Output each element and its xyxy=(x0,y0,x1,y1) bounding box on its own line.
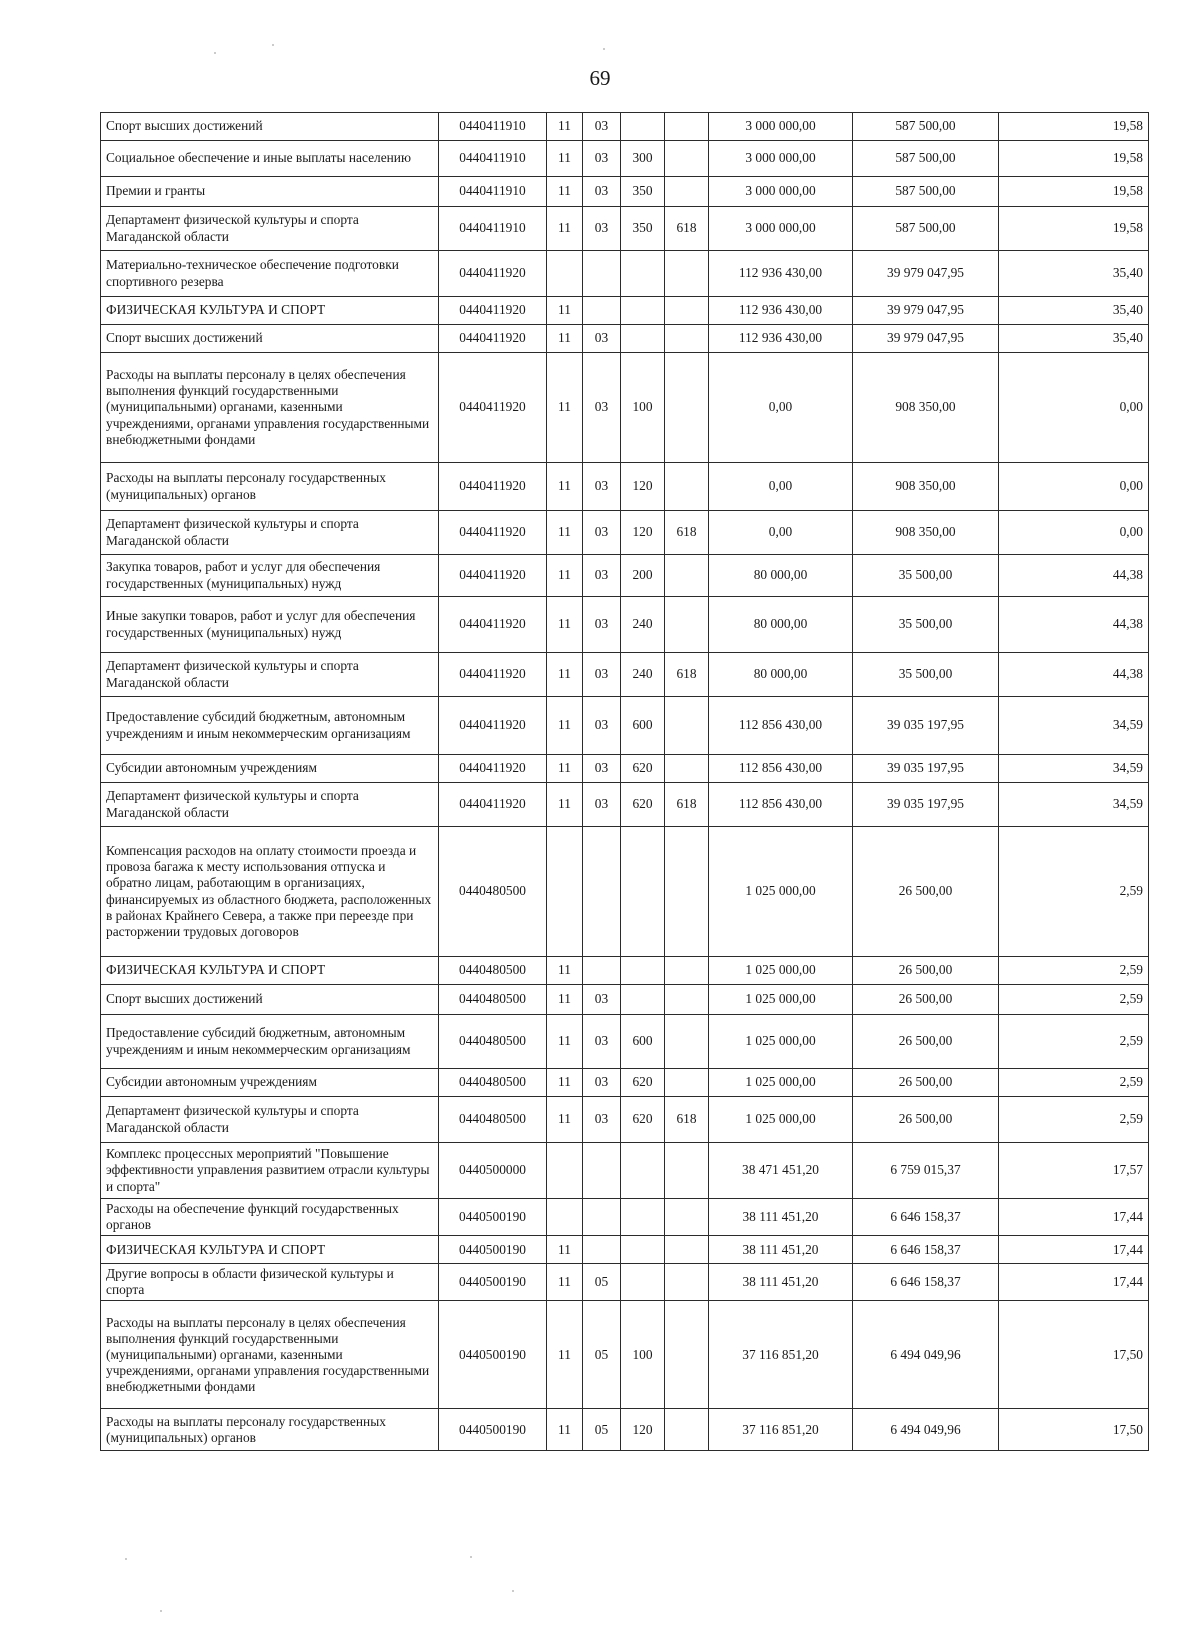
table-row xyxy=(101,555,1149,597)
subsection-code xyxy=(583,1199,621,1236)
expense-type-code: 620 xyxy=(621,1097,665,1143)
table-row xyxy=(101,1069,1149,1097)
expense-type-code: 120 xyxy=(621,1409,665,1451)
table-row xyxy=(101,1236,1149,1264)
department-code xyxy=(665,1409,709,1451)
planned-amount: 112 856 430,00 xyxy=(709,697,853,755)
department-code xyxy=(665,353,709,463)
expense-type-code xyxy=(621,113,665,141)
planned-amount: 38 111 451,20 xyxy=(709,1199,853,1236)
item-name: Предоставление субсидий бюджетным, автономным учреждениям и иным некоммерческим организациям xyxy=(101,1015,439,1069)
section-code: 11 xyxy=(547,113,583,141)
planned-amount: 1 025 000,00 xyxy=(709,1015,853,1069)
subsection-code: 03 xyxy=(583,325,621,353)
target-article-code: 0440411920 xyxy=(439,555,547,597)
expense-type-code: 240 xyxy=(621,653,665,697)
execution-percent: 44,38 xyxy=(999,555,1149,597)
target-article-code: 0440500190 xyxy=(439,1264,547,1301)
subsection-code: 05 xyxy=(583,1301,621,1409)
expense-type-code xyxy=(621,957,665,985)
subsection-code: 03 xyxy=(583,755,621,783)
execution-percent: 0,00 xyxy=(999,511,1149,555)
planned-amount: 1 025 000,00 xyxy=(709,1069,853,1097)
actual-amount: 6 759 015,37 xyxy=(853,1143,999,1199)
department-code xyxy=(665,1301,709,1409)
expense-type-code: 200 xyxy=(621,555,665,597)
section-code: 11 xyxy=(547,985,583,1015)
actual-amount: 6 494 049,96 xyxy=(853,1301,999,1409)
table-row xyxy=(101,783,1149,827)
subsection-code: 03 xyxy=(583,207,621,251)
item-name: ФИЗИЧЕСКАЯ КУЛЬТУРА И СПОРТ xyxy=(101,957,439,985)
page-number: 69 xyxy=(589,66,611,90)
execution-percent: 2,59 xyxy=(999,1097,1149,1143)
expense-type-code: 620 xyxy=(621,783,665,827)
target-article-code: 0440411920 xyxy=(439,463,547,511)
table-row xyxy=(101,1143,1149,1199)
expense-type-code xyxy=(621,325,665,353)
target-article-code: 0440411920 xyxy=(439,251,547,297)
table-row xyxy=(101,141,1149,177)
subsection-code: 03 xyxy=(583,1069,621,1097)
table-row xyxy=(101,1097,1149,1143)
item-name: Расходы на выплаты персоналу в целях обеспечения выполнения функций государственными (муниципальными) органами, казенными учреждениями, органами управления государственными внебюджетными фондами xyxy=(101,353,439,463)
execution-percent: 2,59 xyxy=(999,827,1149,957)
department-code xyxy=(665,325,709,353)
execution-percent: 19,58 xyxy=(999,141,1149,177)
planned-amount: 112 856 430,00 xyxy=(709,783,853,827)
planned-amount: 80 000,00 xyxy=(709,555,853,597)
target-article-code: 0440480500 xyxy=(439,985,547,1015)
subsection-code xyxy=(583,827,621,957)
planned-amount: 1 025 000,00 xyxy=(709,957,853,985)
section-code: 11 xyxy=(547,141,583,177)
item-name: Спорт высших достижений xyxy=(101,113,439,141)
section-code: 11 xyxy=(547,463,583,511)
actual-amount: 6 646 158,37 xyxy=(853,1236,999,1264)
execution-percent: 2,59 xyxy=(999,1069,1149,1097)
subsection-code: 03 xyxy=(583,463,621,511)
item-name: Департамент физической культуры и спорта Магаданской области xyxy=(101,653,439,697)
planned-amount: 38 111 451,20 xyxy=(709,1264,853,1301)
section-code xyxy=(547,1143,583,1199)
subsection-code: 03 xyxy=(583,113,621,141)
planned-amount: 80 000,00 xyxy=(709,597,853,653)
subsection-code xyxy=(583,957,621,985)
target-article-code: 0440411920 xyxy=(439,653,547,697)
planned-amount: 0,00 xyxy=(709,463,853,511)
section-code: 11 xyxy=(547,653,583,697)
expense-type-code xyxy=(621,1236,665,1264)
actual-amount: 908 350,00 xyxy=(853,353,999,463)
scan-speck xyxy=(603,48,605,50)
planned-amount: 112 936 430,00 xyxy=(709,297,853,325)
section-code: 11 xyxy=(547,325,583,353)
planned-amount: 38 111 451,20 xyxy=(709,1236,853,1264)
subsection-code: 03 xyxy=(583,597,621,653)
scan-speck xyxy=(272,44,274,46)
actual-amount: 908 350,00 xyxy=(853,511,999,555)
department-code xyxy=(665,755,709,783)
subsection-code: 03 xyxy=(583,353,621,463)
table-row xyxy=(101,1015,1149,1069)
subsection-code: 03 xyxy=(583,697,621,755)
execution-percent: 2,59 xyxy=(999,1015,1149,1069)
subsection-code: 03 xyxy=(583,985,621,1015)
planned-amount: 3 000 000,00 xyxy=(709,207,853,251)
item-name: Комплекс процессных мероприятий "Повышение эффективности управления развитием отрасли культуры и спорта" xyxy=(101,1143,439,1199)
execution-percent: 2,59 xyxy=(999,985,1149,1015)
table-row xyxy=(101,207,1149,251)
table-row xyxy=(101,697,1149,755)
execution-percent: 44,38 xyxy=(999,597,1149,653)
expense-type-code: 620 xyxy=(621,1069,665,1097)
execution-percent: 17,44 xyxy=(999,1264,1149,1301)
subsection-code xyxy=(583,297,621,325)
actual-amount: 587 500,00 xyxy=(853,141,999,177)
table-row xyxy=(101,653,1149,697)
item-name: Премии и гранты xyxy=(101,177,439,207)
actual-amount: 35 500,00 xyxy=(853,555,999,597)
department-code xyxy=(665,597,709,653)
target-article-code: 0440480500 xyxy=(439,957,547,985)
planned-amount: 112 936 430,00 xyxy=(709,325,853,353)
section-code: 11 xyxy=(547,597,583,653)
department-code xyxy=(665,463,709,511)
execution-percent: 35,40 xyxy=(999,251,1149,297)
execution-percent: 44,38 xyxy=(999,653,1149,697)
section-code xyxy=(547,251,583,297)
expense-type-code: 120 xyxy=(621,511,665,555)
execution-percent: 34,59 xyxy=(999,755,1149,783)
table-row xyxy=(101,1301,1149,1409)
table-row xyxy=(101,251,1149,297)
item-name: Материально-техническое обеспечение подготовки спортивного резерва xyxy=(101,251,439,297)
actual-amount: 35 500,00 xyxy=(853,653,999,697)
target-article-code: 0440480500 xyxy=(439,827,547,957)
department-code: 618 xyxy=(665,1097,709,1143)
department-code xyxy=(665,1236,709,1264)
section-code: 11 xyxy=(547,207,583,251)
target-article-code: 0440480500 xyxy=(439,1015,547,1069)
department-code xyxy=(665,957,709,985)
department-code xyxy=(665,827,709,957)
table-row xyxy=(101,1199,1149,1236)
expense-type-code: 600 xyxy=(621,1015,665,1069)
section-code: 11 xyxy=(547,1069,583,1097)
item-name: Департамент физической культуры и спорта Магаданской области xyxy=(101,207,439,251)
subsection-code xyxy=(583,1143,621,1199)
item-name: Субсидии автономным учреждениям xyxy=(101,1069,439,1097)
department-code: 618 xyxy=(665,653,709,697)
item-name: Социальное обеспечение и иные выплаты населению xyxy=(101,141,439,177)
section-code: 11 xyxy=(547,511,583,555)
planned-amount: 112 936 430,00 xyxy=(709,251,853,297)
planned-amount: 3 000 000,00 xyxy=(709,141,853,177)
actual-amount: 908 350,00 xyxy=(853,463,999,511)
actual-amount: 6 646 158,37 xyxy=(853,1264,999,1301)
item-name: Закупка товаров, работ и услуг для обеспечения государственных (муниципальных) нужд xyxy=(101,555,439,597)
department-code xyxy=(665,985,709,1015)
table-row xyxy=(101,755,1149,783)
section-code: 11 xyxy=(547,1236,583,1264)
target-article-code: 0440411920 xyxy=(439,297,547,325)
actual-amount: 39 979 047,95 xyxy=(853,325,999,353)
expense-type-code: 100 xyxy=(621,353,665,463)
section-code: 11 xyxy=(547,697,583,755)
department-code xyxy=(665,251,709,297)
target-article-code: 0440500190 xyxy=(439,1199,547,1236)
item-name: Компенсация расходов на оплату стоимости проезда и провоза багажа к месту использования отпуска и обратно лицам, работающим в организациях, финансируемых из областного бюджета, расположенных в районах Крайнего Севера, а также при переезде при расторжении трудовых договоров xyxy=(101,827,439,957)
expense-type-code: 350 xyxy=(621,177,665,207)
expense-type-code: 100 xyxy=(621,1301,665,1409)
target-article-code: 0440480500 xyxy=(439,1097,547,1143)
execution-percent: 19,58 xyxy=(999,177,1149,207)
item-name: Департамент физической культуры и спорта Магаданской области xyxy=(101,783,439,827)
target-article-code: 0440411920 xyxy=(439,325,547,353)
execution-percent: 17,50 xyxy=(999,1301,1149,1409)
target-article-code: 0440411910 xyxy=(439,177,547,207)
department-code xyxy=(665,177,709,207)
department-code xyxy=(665,141,709,177)
actual-amount: 26 500,00 xyxy=(853,827,999,957)
target-article-code: 0440500190 xyxy=(439,1409,547,1451)
planned-amount: 0,00 xyxy=(709,353,853,463)
actual-amount: 26 500,00 xyxy=(853,1069,999,1097)
department-code xyxy=(665,1199,709,1236)
table-row xyxy=(101,985,1149,1015)
section-code: 11 xyxy=(547,177,583,207)
target-article-code: 0440411910 xyxy=(439,113,547,141)
department-code: 618 xyxy=(665,511,709,555)
section-code xyxy=(547,1199,583,1236)
target-article-code: 0440411920 xyxy=(439,353,547,463)
actual-amount: 39 979 047,95 xyxy=(853,251,999,297)
actual-amount: 35 500,00 xyxy=(853,597,999,653)
section-code: 11 xyxy=(547,297,583,325)
planned-amount: 3 000 000,00 xyxy=(709,177,853,207)
table-row xyxy=(101,113,1149,141)
actual-amount: 26 500,00 xyxy=(853,957,999,985)
section-code: 11 xyxy=(547,1097,583,1143)
target-article-code: 0440500190 xyxy=(439,1236,547,1264)
actual-amount: 6 494 049,96 xyxy=(853,1409,999,1451)
scan-speck xyxy=(512,1590,514,1592)
subsection-code: 03 xyxy=(583,1097,621,1143)
execution-percent: 17,50 xyxy=(999,1409,1149,1451)
actual-amount: 39 979 047,95 xyxy=(853,297,999,325)
target-article-code: 0440500000 xyxy=(439,1143,547,1199)
actual-amount: 39 035 197,95 xyxy=(853,755,999,783)
execution-percent: 19,58 xyxy=(999,113,1149,141)
execution-percent: 19,58 xyxy=(999,207,1149,251)
section-code: 11 xyxy=(547,755,583,783)
execution-percent: 35,40 xyxy=(999,297,1149,325)
section-code: 11 xyxy=(547,783,583,827)
item-name: ФИЗИЧЕСКАЯ КУЛЬТУРА И СПОРТ xyxy=(101,297,439,325)
table-row xyxy=(101,297,1149,325)
subsection-code: 03 xyxy=(583,783,621,827)
planned-amount: 1 025 000,00 xyxy=(709,827,853,957)
target-article-code: 0440411910 xyxy=(439,207,547,251)
expense-type-code xyxy=(621,297,665,325)
item-name: Спорт высших достижений xyxy=(101,985,439,1015)
actual-amount: 6 646 158,37 xyxy=(853,1199,999,1236)
table-row xyxy=(101,463,1149,511)
target-article-code: 0440411910 xyxy=(439,141,547,177)
table-row xyxy=(101,1409,1149,1451)
budget-table xyxy=(100,112,1149,1451)
expense-type-code: 350 xyxy=(621,207,665,251)
target-article-code: 0440411920 xyxy=(439,697,547,755)
target-article-code: 0440411920 xyxy=(439,597,547,653)
actual-amount: 26 500,00 xyxy=(853,985,999,1015)
actual-amount: 587 500,00 xyxy=(853,207,999,251)
section-code: 11 xyxy=(547,555,583,597)
section-code: 11 xyxy=(547,1301,583,1409)
expense-type-code: 620 xyxy=(621,755,665,783)
table-row xyxy=(101,353,1149,463)
item-name: ФИЗИЧЕСКАЯ КУЛЬТУРА И СПОРТ xyxy=(101,1236,439,1264)
section-code xyxy=(547,827,583,957)
execution-percent: 17,57 xyxy=(999,1143,1149,1199)
actual-amount: 39 035 197,95 xyxy=(853,783,999,827)
planned-amount: 1 025 000,00 xyxy=(709,985,853,1015)
execution-percent: 0,00 xyxy=(999,353,1149,463)
item-name: Расходы на обеспечение функций государственных органов xyxy=(101,1199,439,1236)
execution-percent: 0,00 xyxy=(999,463,1149,511)
item-name: Департамент физической культуры и спорта Магаданской области xyxy=(101,511,439,555)
subsection-code: 03 xyxy=(583,177,621,207)
target-article-code: 0440411920 xyxy=(439,511,547,555)
item-name: Другие вопросы в области физической культуры и спорта xyxy=(101,1264,439,1301)
department-code xyxy=(665,1143,709,1199)
table-row xyxy=(101,1264,1149,1301)
target-article-code: 0440411920 xyxy=(439,783,547,827)
subsection-code xyxy=(583,1236,621,1264)
section-code: 11 xyxy=(547,1015,583,1069)
table-row xyxy=(101,597,1149,653)
section-code: 11 xyxy=(547,1264,583,1301)
expense-type-code xyxy=(621,251,665,297)
actual-amount: 587 500,00 xyxy=(853,177,999,207)
execution-percent: 17,44 xyxy=(999,1199,1149,1236)
planned-amount: 38 471 451,20 xyxy=(709,1143,853,1199)
section-code: 11 xyxy=(547,353,583,463)
scan-speck xyxy=(160,1610,162,1612)
target-article-code: 0440500190 xyxy=(439,1301,547,1409)
subsection-code: 03 xyxy=(583,1015,621,1069)
execution-percent: 17,44 xyxy=(999,1236,1149,1264)
actual-amount: 26 500,00 xyxy=(853,1097,999,1143)
expense-type-code: 240 xyxy=(621,597,665,653)
item-name: Предоставление субсидий бюджетным, автономным учреждениям и иным некоммерческим организациям xyxy=(101,697,439,755)
actual-amount: 587 500,00 xyxy=(853,113,999,141)
item-name: Расходы на выплаты персоналу государственных (муниципальных) органов xyxy=(101,463,439,511)
actual-amount: 26 500,00 xyxy=(853,1015,999,1069)
section-code: 11 xyxy=(547,957,583,985)
scan-speck xyxy=(470,1556,472,1558)
subsection-code xyxy=(583,251,621,297)
expense-type-code xyxy=(621,827,665,957)
subsection-code: 03 xyxy=(583,141,621,177)
execution-percent: 34,59 xyxy=(999,783,1149,827)
item-name: Иные закупки товаров, работ и услуг для обеспечения государственных (муниципальных) нужд xyxy=(101,597,439,653)
expense-type-code: 120 xyxy=(621,463,665,511)
department-code xyxy=(665,1069,709,1097)
department-code xyxy=(665,555,709,597)
table-row xyxy=(101,177,1149,207)
planned-amount: 1 025 000,00 xyxy=(709,1097,853,1143)
target-article-code: 0440480500 xyxy=(439,1069,547,1097)
table-row xyxy=(101,957,1149,985)
department-code: 618 xyxy=(665,207,709,251)
expense-type-code xyxy=(621,1264,665,1301)
execution-percent: 34,59 xyxy=(999,697,1149,755)
subsection-code: 03 xyxy=(583,511,621,555)
planned-amount: 37 116 851,20 xyxy=(709,1409,853,1451)
expense-type-code: 600 xyxy=(621,697,665,755)
subsection-code: 03 xyxy=(583,653,621,697)
table-row xyxy=(101,827,1149,957)
target-article-code: 0440411920 xyxy=(439,755,547,783)
expense-type-code xyxy=(621,985,665,1015)
planned-amount: 0,00 xyxy=(709,511,853,555)
department-code xyxy=(665,697,709,755)
table-row xyxy=(101,511,1149,555)
department-code xyxy=(665,1264,709,1301)
expense-type-code xyxy=(621,1143,665,1199)
planned-amount: 112 856 430,00 xyxy=(709,755,853,783)
subsection-code: 05 xyxy=(583,1264,621,1301)
department-code: 618 xyxy=(665,783,709,827)
department-code xyxy=(665,297,709,325)
item-name: Спорт высших достижений xyxy=(101,325,439,353)
table-row xyxy=(101,325,1149,353)
item-name: Расходы на выплаты персоналу государственных (муниципальных) органов xyxy=(101,1409,439,1451)
item-name: Департамент физической культуры и спорта Магаданской области xyxy=(101,1097,439,1143)
planned-amount: 3 000 000,00 xyxy=(709,113,853,141)
department-code xyxy=(665,113,709,141)
scan-speck xyxy=(214,52,216,54)
scan-speck xyxy=(125,1558,127,1560)
item-name: Расходы на выплаты персоналу в целях обеспечения выполнения функций государственными (муниципальными) органами, казенными учреждениями, органами управления государственными внебюджетными фондами xyxy=(101,1301,439,1409)
execution-percent: 35,40 xyxy=(999,325,1149,353)
planned-amount: 80 000,00 xyxy=(709,653,853,697)
execution-percent: 2,59 xyxy=(999,957,1149,985)
expense-type-code: 300 xyxy=(621,141,665,177)
department-code xyxy=(665,1015,709,1069)
actual-amount: 39 035 197,95 xyxy=(853,697,999,755)
subsection-code: 05 xyxy=(583,1409,621,1451)
subsection-code: 03 xyxy=(583,555,621,597)
expense-type-code xyxy=(621,1199,665,1236)
planned-amount: 37 116 851,20 xyxy=(709,1301,853,1409)
section-code: 11 xyxy=(547,1409,583,1451)
item-name: Субсидии автономным учреждениям xyxy=(101,755,439,783)
